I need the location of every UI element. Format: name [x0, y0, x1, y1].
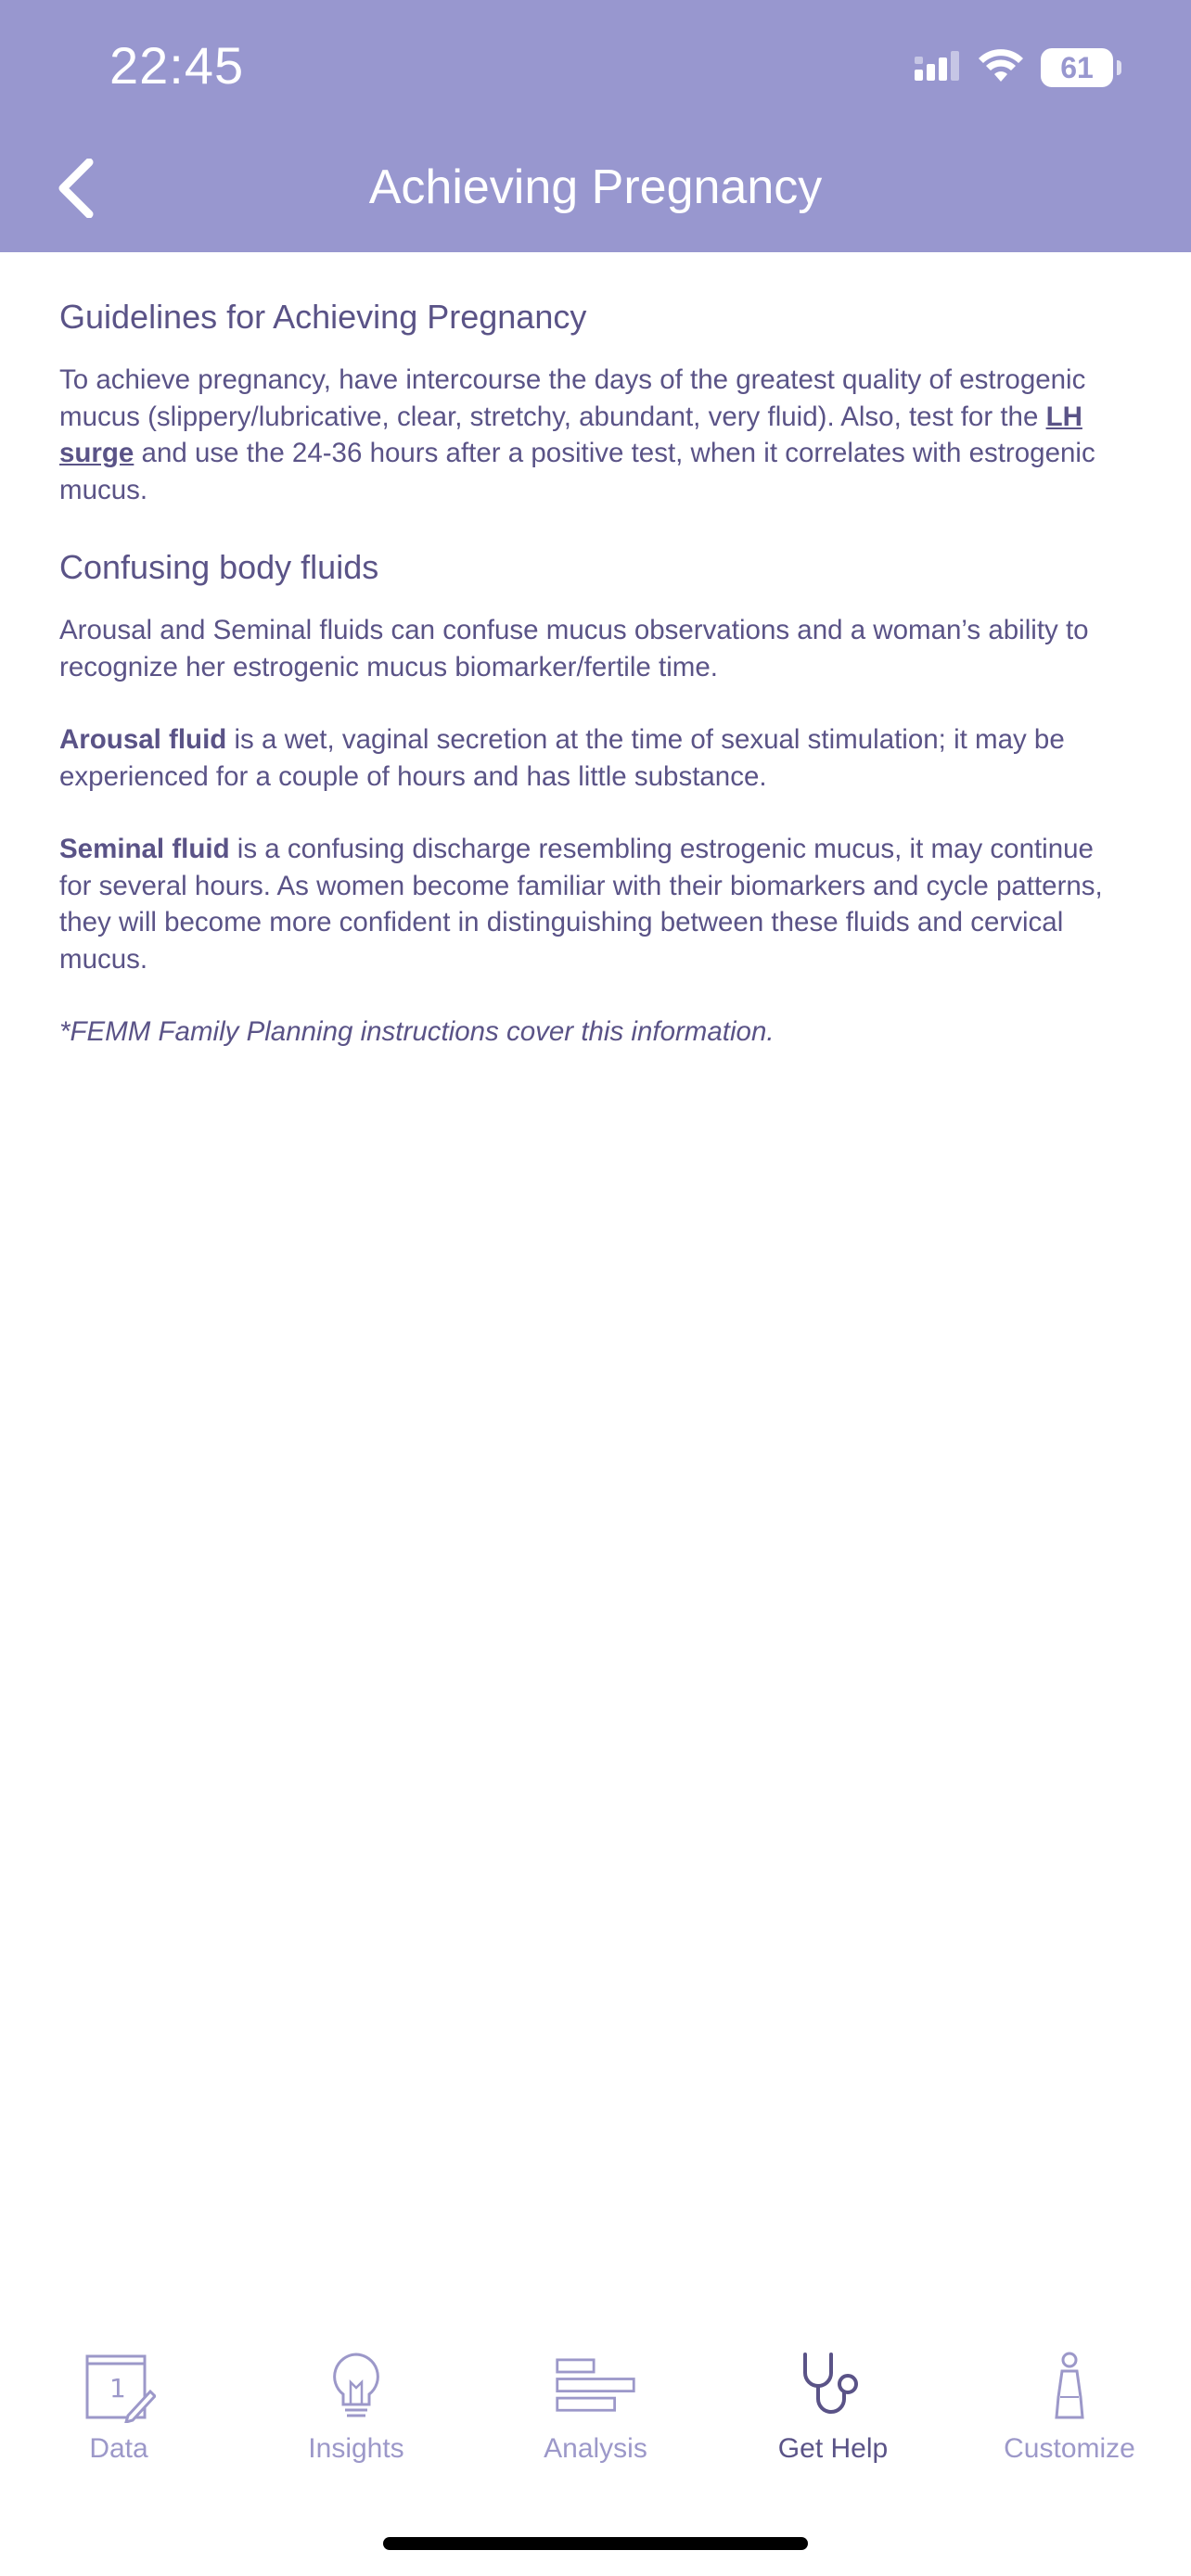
seminal-fluid-paragraph [59, 831, 1132, 977]
seminal-fluid-text: is a confusing discharge resembling estrogenic mucus, it may continue for several hours. As women become familiar with their biomarkers and cycle patterns, they will become more confident in distinguishing between these fluids and cervical mucus. [59, 834, 1103, 975]
home-indicator [383, 2537, 808, 2550]
status-time: 22:45 [109, 36, 245, 95]
stethoscope-icon [791, 2344, 875, 2428]
tab-data[interactable] [0, 2344, 237, 2483]
svg-text:1: 1 [109, 2373, 126, 2404]
battery-icon [1041, 48, 1113, 87]
battery-level: 61 [1060, 50, 1094, 84]
seminal-fluid-term: Seminal fluid [59, 834, 230, 864]
guidelines-text-start: To achieve pregnancy, have intercourse the days of the greatest quality of estrogenic mucus (slippery/lubricative, clear, stretchy, abundant, very fluid). Also, test for the [59, 364, 1086, 432]
arousal-fluid-term: Arousal fluid [59, 724, 227, 755]
tab-data-label: Data [89, 2433, 148, 2464]
arousal-fluid-paragraph [59, 721, 1132, 795]
tab-insights[interactable] [237, 2344, 475, 2483]
tab-get-help[interactable] [714, 2344, 952, 2483]
tab-insights-label: Insights [308, 2433, 404, 2464]
guidelines-paragraph [59, 362, 1132, 508]
section-heading-guidelines: Guidelines for Achieving Pregnancy [59, 298, 587, 336]
guidelines-text-end: and use the 24-36 hours after a positive test, when it correlates with estrogenic mucus. [59, 438, 1095, 505]
top-bar [0, 0, 1191, 252]
content-area [59, 295, 1132, 1051]
wifi-icon [978, 48, 1024, 88]
status-icons [913, 45, 1113, 91]
section-heading-confusing-fluids: Confusing body fluids [59, 548, 379, 586]
tab-customize[interactable] [951, 2344, 1188, 2483]
tab-bar [0, 2344, 1191, 2493]
calendar-pencil-icon [77, 2344, 160, 2428]
tab-analysis[interactable] [477, 2344, 714, 2483]
confusing-fluids-intro: Arousal and Seminal fluids can confuse mucus observations and a woman’s ability to recognize her estrogenic mucus biomarker/fertile time. [59, 615, 1089, 682]
person-icon [1028, 2344, 1111, 2428]
cellular-signal-icon [913, 49, 961, 87]
tab-get-help-label: Get Help [777, 2433, 889, 2464]
femm-note: *FEMM Family Planning instructions cover this information. [59, 1016, 775, 1047]
page-title: Achieving Pregnancy [368, 160, 823, 214]
tab-analysis-label: Analysis [544, 2433, 647, 2464]
bar-list-icon [554, 2344, 637, 2428]
arousal-fluid-text: is a wet, vaginal secretion at the time of sexual stimulation; it may be experienced for a couple of hours and has little substance. [59, 724, 1065, 792]
lh-surge-link[interactable]: LH surge [59, 401, 1082, 468]
tab-customize-label: Customize [1004, 2433, 1135, 2464]
lightbulb-icon [314, 2344, 398, 2428]
